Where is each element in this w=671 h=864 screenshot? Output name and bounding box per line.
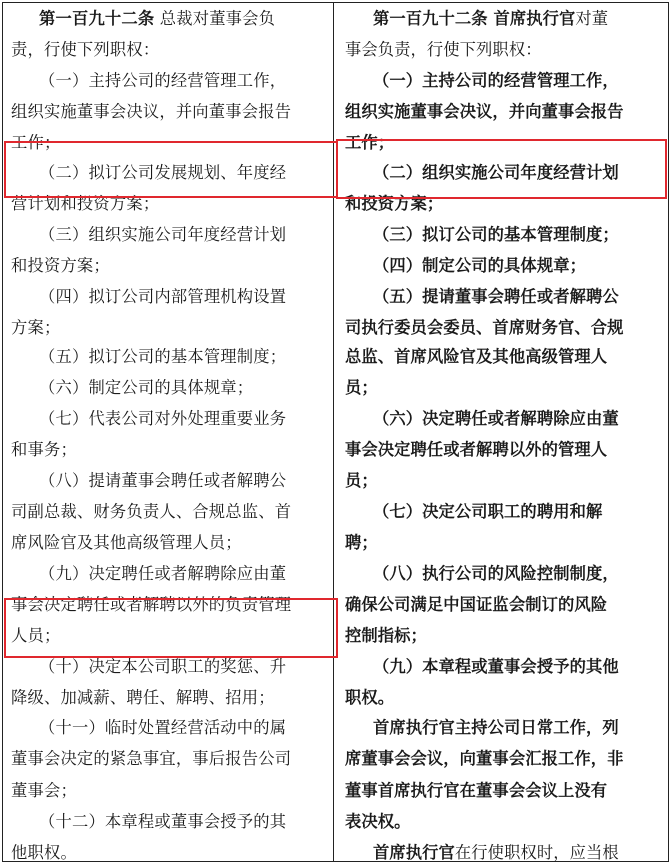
left-line-27: [39, 812, 286, 832]
right-line-bold-text: （四）制定公司的具体规章；: [373, 256, 586, 275]
highlight-box-left-item-2: [4, 141, 338, 198]
left-line-text: （三）组织实施公司年度经营计划: [39, 225, 287, 244]
right-line-bold-text: 工作；: [345, 133, 395, 152]
left-line-26: [11, 781, 77, 801]
left-line-3: [39, 71, 286, 91]
left-line-18: [11, 533, 242, 553]
left-line-text: （五）拟订公司的基本管理制度；: [39, 347, 287, 366]
column-divider: [333, 3, 334, 861]
right-line-25: [345, 749, 623, 769]
right-line-bold-text: 控制指标；: [345, 626, 427, 645]
right-line-11: [345, 318, 623, 338]
right-line-bold-text: 确保公司满足中国证监会制订的风险: [345, 595, 608, 614]
highlight-box-left-item-10: [4, 598, 338, 658]
right-line-22: [373, 657, 619, 677]
left-line-text: 责，行使下列职权：: [11, 40, 160, 59]
left-line-text: （七）代表公司对外处理重要业务: [39, 409, 287, 428]
right-line-4: [345, 102, 623, 122]
right-line-14: [373, 409, 619, 429]
comparison-table: [2, 2, 669, 862]
right-line-12: [345, 347, 607, 367]
left-line-text: 和事务；: [11, 440, 77, 459]
right-line-bold-text: 和投资方案；: [345, 194, 444, 213]
left-line-text: （十二）本章程或董事会授予的其: [39, 812, 287, 831]
right-line-bold-text: 组织实施董事会决议，并向董事会报告: [345, 102, 624, 121]
left-line-28: [11, 843, 77, 863]
right-line-20: [345, 595, 607, 615]
right-line-bold-text: （三）拟订公司的基本管理制度；: [373, 225, 619, 244]
right-line-1: [373, 9, 608, 29]
highlight-box-right-item-2: [336, 139, 667, 199]
left-line-text: 他职权。: [11, 843, 77, 862]
right-line-13: [345, 378, 378, 398]
right-line-18: [345, 533, 378, 553]
right-line-17: [373, 502, 602, 522]
left-line-23: [11, 688, 275, 708]
left-line-text: 司副总裁、财务负责人、合规总监、首: [11, 502, 292, 521]
left-line-11: [11, 318, 60, 338]
left-line-text: 人员；: [11, 626, 61, 645]
left-line-12: [39, 347, 286, 367]
left-line-text: （十一）临时处置经营活动中的属: [39, 718, 287, 737]
right-line-24: [373, 718, 619, 738]
right-line-bold-text: 总监、首席风险官及其他高级管理人: [345, 347, 608, 366]
left-line-text: 董事会决定的紧急事宜，事后报告公司: [11, 749, 292, 768]
left-line-24: [39, 718, 286, 738]
right-line-19: [373, 564, 619, 584]
right-line-bold-text: （二）组织实施公司年度经营计划: [373, 163, 619, 182]
right-line-bold-text: 员；: [345, 471, 378, 490]
right-line-bold-text: 职权。: [345, 688, 395, 707]
right-line-bold-text: 司执行委员会委员、首席财务官、合规: [345, 318, 624, 337]
right-line-bold-text: 事会决定聘任或者解聘以外的管理人: [345, 440, 608, 459]
left-line-text: 事会决定聘任或者解聘以外的负责管理: [11, 595, 292, 614]
right-line-bold-text: （一）主持公司的经营管理工作，: [373, 71, 619, 90]
right-line-28: [373, 843, 619, 863]
right-line-bold-text: 聘；: [345, 533, 378, 552]
right-line-21: [345, 626, 427, 646]
right-line-15: [345, 440, 607, 460]
left-line-text: 董事会；: [11, 781, 77, 800]
right-line-26: [345, 781, 607, 801]
right-line-27: [345, 812, 411, 832]
right-line-text: 在行使职权时，应当根: [454, 843, 619, 862]
right-line-2: [345, 40, 542, 60]
right-line-8: [373, 225, 619, 245]
left-line-10: [39, 287, 286, 307]
right-line-bold-text: （九）本章程或董事会授予的其他: [373, 657, 619, 676]
left-line-17: [11, 502, 291, 522]
left-line-14: [39, 409, 286, 429]
left-line-text: （一）主持公司的经营管理工作，: [39, 71, 287, 90]
left-line-15: [11, 440, 77, 460]
left-line-text: 工作；: [11, 133, 61, 152]
left-line-text: 席风险官及其他高级管理人员；: [11, 533, 242, 552]
left-line-25: [11, 749, 291, 769]
right-line-10: [373, 287, 619, 307]
right-line-text: 对董: [575, 9, 609, 28]
right-line-23: [345, 688, 394, 708]
left-line-text: 总裁对董事会负: [154, 9, 276, 28]
right-line-text: 事会负责，行使下列职权：: [345, 40, 542, 59]
left-line-text: （九）决定聘任或者解聘除应由董: [39, 564, 287, 583]
left-line-text: 方案；: [11, 318, 61, 337]
left-line-text: 降级、加减薪、聘任、解聘、招用；: [11, 688, 275, 707]
right-line-bold-text: （八）执行公司的风险控制制度，: [373, 564, 619, 583]
left-line-text: 组织实施董事会决议，并向董事会报告: [11, 102, 292, 121]
left-line-9: [11, 256, 110, 276]
left-line-text: （六）制定公司的具体规章；: [39, 378, 254, 397]
left-line-22: [39, 657, 286, 677]
left-line-19: [39, 564, 286, 584]
left-line-13: [39, 378, 253, 398]
left-line-1: [39, 9, 275, 29]
right-line-bold-text: 首席执行官主持公司日常工作，列: [373, 718, 619, 737]
left-line-16: [39, 471, 286, 491]
right-line-bold-text: （五）提请董事会聘任或者解聘公: [373, 287, 619, 306]
left-line-text: （八）提请董事会聘任或者解聘公: [39, 471, 287, 490]
right-line-9: [373, 256, 586, 276]
right-line-bold-text: 表决权。: [345, 812, 411, 831]
right-line-16: [345, 471, 378, 491]
left-line-text: （十）决定本公司职工的奖惩、升: [39, 657, 287, 676]
right-line-bold-text: 员；: [345, 378, 378, 397]
left-line-8: [39, 225, 286, 245]
left-line-2: [11, 40, 159, 60]
right-line-bold-text: 第一百九十二条 首席执行官: [373, 9, 576, 28]
right-line-bold-text: （六）决定聘任或者解聘除应由董: [373, 409, 619, 428]
left-line-bold-text: 第一百九十二条: [39, 9, 155, 28]
right-line-3: [373, 71, 619, 91]
left-line-text: （四）拟订公司内部管理机构设置: [39, 287, 287, 306]
right-line-bold-text: 首席执行官: [373, 843, 455, 862]
right-line-bold-text: （七）决定公司职工的聘用和解: [373, 502, 603, 521]
right-line-bold-text: 董事首席执行官在董事会会议上没有: [345, 781, 608, 800]
left-line-text: 和投资方案；: [11, 256, 110, 275]
right-line-bold-text: 席董事会会议，向董事会汇报工作，非: [345, 749, 624, 768]
left-line-text: （二）拟订公司发展规划、年度经: [39, 163, 287, 182]
left-line-text: 营计划和投资方案；: [11, 194, 160, 213]
left-line-4: [11, 102, 291, 122]
